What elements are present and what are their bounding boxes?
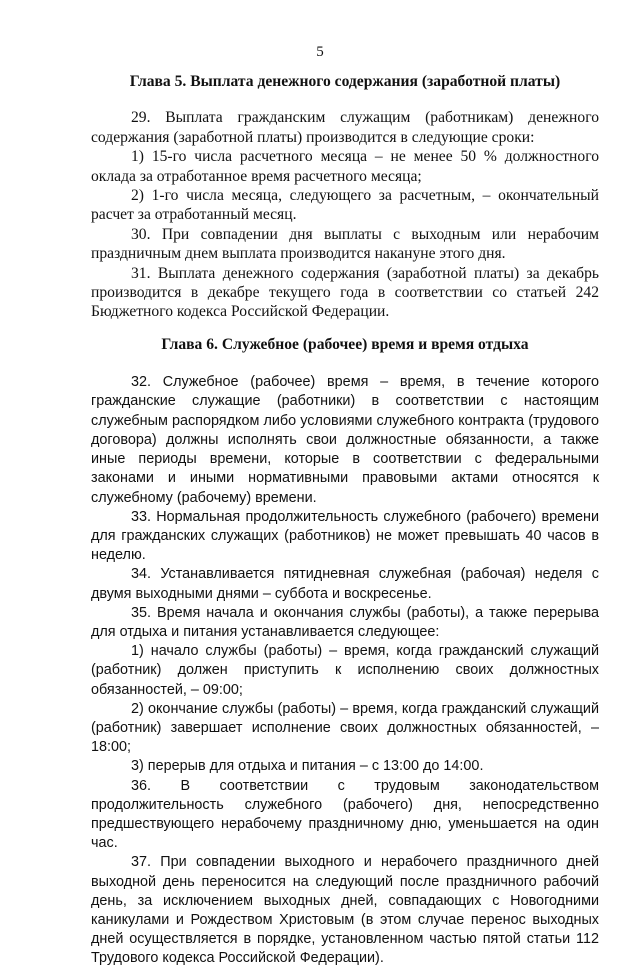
paragraph-36: 36. В соответствии с трудовым законодательством продолжительность служебного (рабочего) дня, непосредственно предшествующего нерабочему праздничному дню, уменьшается на один час. bbox=[91, 777, 599, 852]
paragraph-33: 33. Нормальная продолжительность служебного (рабочего) времени для гражданских служащих (работников) не может превышать 40 часов в неделю. bbox=[91, 508, 599, 564]
page-number: 5 bbox=[316, 44, 324, 60]
paragraph-35-item-1: 1) начало службы (работы) – время, когда гражданский служащий (работник) должен приступить к исполнению своих должностных обязанностей, – 09:00; bbox=[91, 643, 599, 698]
paragraph-35-item-2: 2) окончание службы (работы) – время, когда гражданский служащий (работник) завершает исполнение своих должностных обязанностей, – 18:00; bbox=[91, 700, 599, 756]
chapter-6-title: Глава 6. Служебное (рабочее) время и время отдыха bbox=[161, 335, 529, 353]
chapter-5-title: Глава 5. Выплата денежного содержания (заработной платы) bbox=[129, 73, 561, 90]
paragraph-35: 35. Время начала и окончания службы (работы), а также перерыва для отдыха и питания устанавливается следующее: bbox=[91, 604, 599, 640]
chapter-5-body bbox=[91, 108, 599, 321]
paragraph-32: 32. Служебное (рабочее) время – время, в течение которого гражданские служащие (работники) в соответствии с настоящим служебным распорядком либо условиями служебного контракта (трудового договора) должны исполнять свои должностные обязанности, а также иные периоды времени, которые в соответствии с федеральными законами и иными нормативными правовыми актами относятся к служебному (рабочему) времени. bbox=[91, 374, 599, 506]
paragraph-29-item-2: 2) 1-го числа месяца, следующего за расчетным, – окончательный расчет за отработанный месяц. bbox=[91, 187, 599, 224]
paragraph-34: 34. Устанавливается пятидневная служебная (рабочая) неделя с двумя выходными днями – суббота и воскресенье. bbox=[91, 566, 599, 602]
paragraph-29-item-1: 1) 15-го числа расчетного месяца – не менее 50 % должностного оклада за отработанное время расчетного месяца; bbox=[91, 148, 599, 185]
paragraph-30: 30. При совпадении дня выплаты с выходным или нерабочим праздничным днем выплата производится накануне этого дня. bbox=[91, 225, 599, 263]
paragraph-37: 37. При совпадении выходного и нерабочего праздничного дней выходной день переносится на следующий после праздничного рабочий день, за исключением выходных дней, совпадающих с Новогодними каникулами и Рождеством Христовым (в этом случае перенос выходных дней осуществляется в порядке, установленном частью пятой статьи 112 Трудового кодекса Российской Федерации). bbox=[91, 854, 599, 967]
paragraph-29: 29. Выплата гражданским служащим (работникам) денежного содержания (заработной платы) производится в следующие сроки: bbox=[91, 109, 599, 146]
paragraph-35-item-3: 3) перерыв для отдыха и питания – с 13:00 до 14:00. bbox=[131, 758, 484, 775]
document-body bbox=[91, 72, 599, 969]
chapter-6-body bbox=[91, 373, 599, 968]
paragraph-31: 31. Выплата денежного содержания (заработной платы) за декабрь производится в декабре текущего года в соответствии со статьей 242 Бюджетного кодекса Российской Федерации. bbox=[91, 264, 599, 321]
